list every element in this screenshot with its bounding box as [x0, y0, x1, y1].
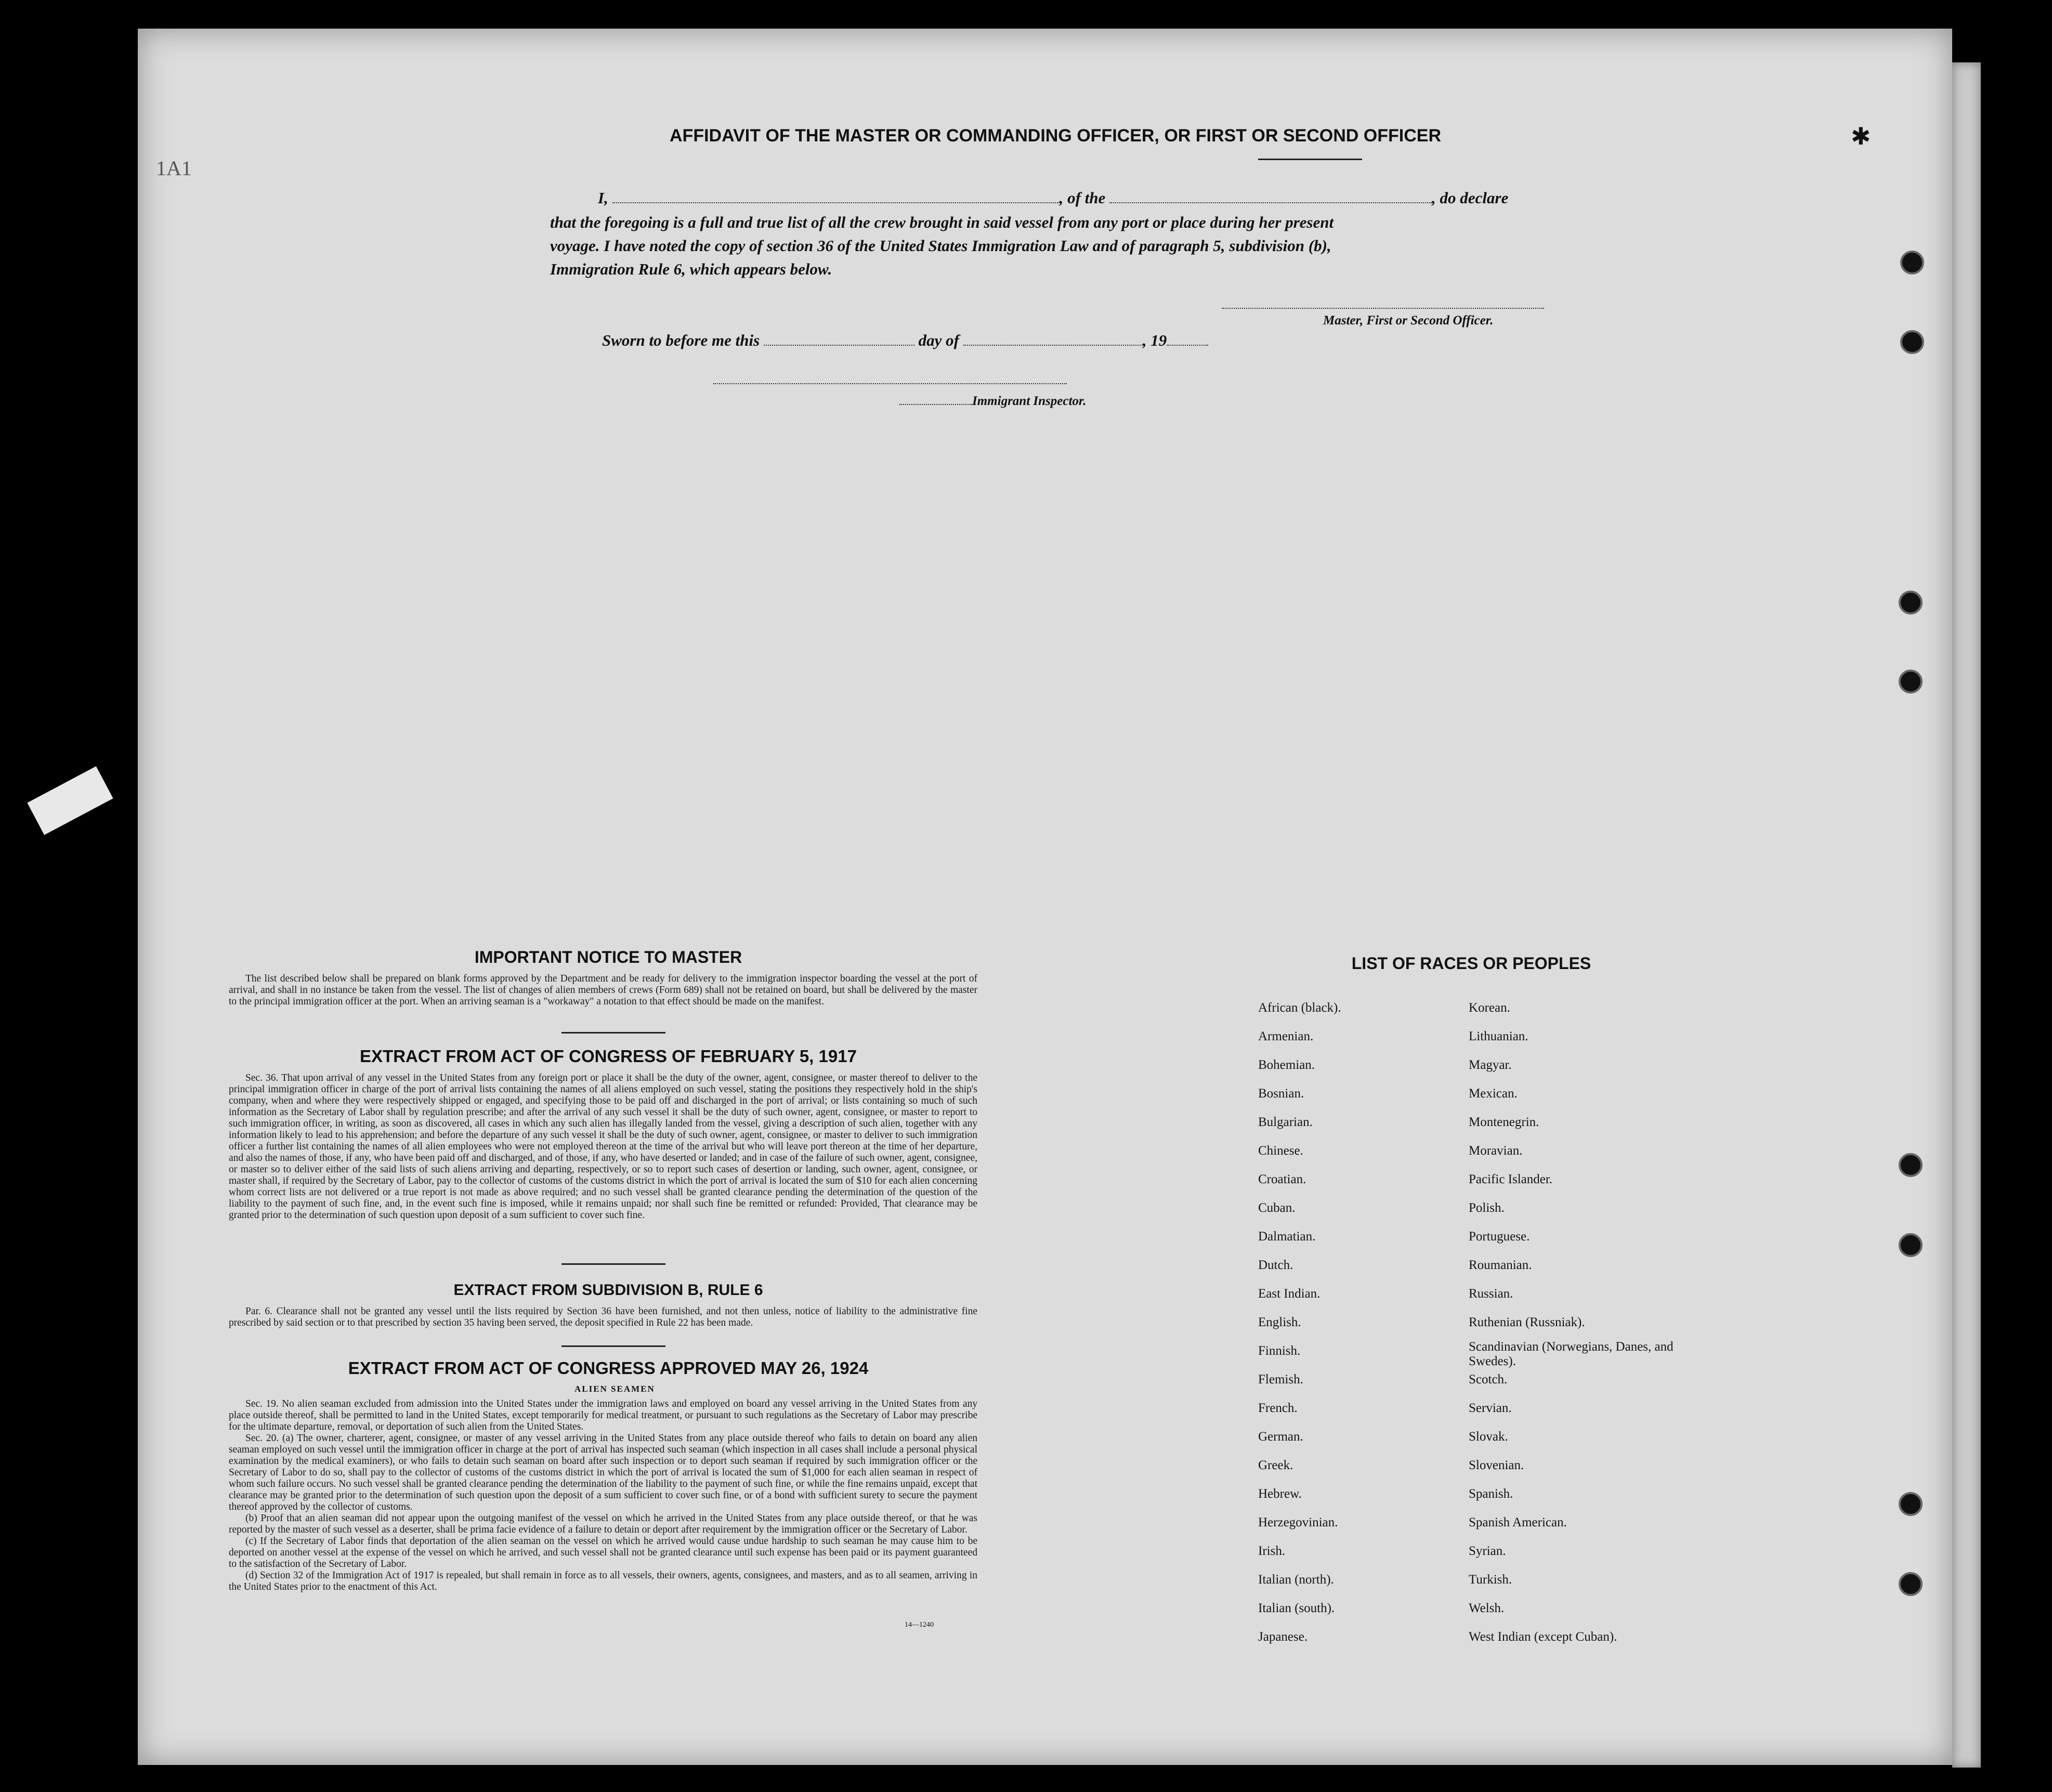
sworn-day: day of: [918, 331, 959, 349]
race-item: Polish.: [1469, 1201, 1505, 1215]
race-item: Dalmatian.: [1258, 1229, 1316, 1244]
binder-hole-icon: [1899, 591, 1923, 614]
race-item: Turkish.: [1469, 1573, 1512, 1587]
race-item: Servian.: [1469, 1401, 1512, 1415]
torn-paper-fragment: [27, 766, 113, 835]
divider: [561, 1263, 665, 1265]
margin-annotation: 1A1: [156, 156, 192, 180]
subdivision-text: Par. 6. Clearance shall not be granted any vessel until the lists required by Section 36 have been furnished, and not then unless, notice of liability to the administrative fine prescribed by said section or to that prescribed by section 35 having been served, the deposit specified in Rule 22 has been made.: [229, 1306, 977, 1328]
affidavit-declare: , do declare: [1432, 189, 1509, 207]
sworn-date-blank[interactable]: [764, 344, 914, 346]
name-blank[interactable]: [612, 201, 1060, 203]
race-item: French.: [1258, 1401, 1298, 1415]
race-item: Roumanian.: [1469, 1258, 1532, 1272]
race-item: Hebrew.: [1258, 1487, 1302, 1501]
race-item: Irish.: [1258, 1544, 1286, 1558]
sworn-prefix: Sworn to before me this: [602, 331, 760, 349]
race-item: German.: [1258, 1430, 1303, 1444]
race-item: Portuguese.: [1469, 1229, 1530, 1244]
race-item: Slovenian.: [1469, 1458, 1524, 1472]
affidavit-title: AFFIDAVIT OF THE MASTER OR COMMANDING OFFICER, OR FIRST OR SECOND OFFICER: [670, 126, 1441, 146]
subdivision-title: EXTRACT FROM SUBDIVISION B, RULE 6: [453, 1281, 763, 1299]
paragraph: (c) If the Secretary of Labor finds that deportation of the alien seaman on the vessel on which he arrived would cause undue hardship to such seaman he may cause him to be deported on another vessel at the expense of the vessel on which he arrived, and such vessel shall not be granted clearance until such expense has been paid or its payment guaranteed to the satisfaction of the Secretary of Labor.: [229, 1536, 977, 1569]
paragraph: (b) Proof that an alien seaman did not appear upon the outgoing manifest of the vessel on which he arrived in the United States from any place outside thereof, or that he was reported by the master of such vessel as a deserter, shall be prima facie evidence of a failure to detain or deport after requirement by the immigration officer or the Secretary of Labor.: [229, 1513, 977, 1535]
race-item: Greek.: [1258, 1458, 1293, 1472]
affidavit-i: I,: [598, 189, 608, 207]
master-label: Master, First or Second Officer.: [1323, 313, 1494, 328]
binder-hole-icon: [1900, 251, 1924, 274]
alien-seamen-subtitle: ALIEN SEAMEN: [574, 1384, 655, 1394]
inspector-signature-blank-2[interactable]: [899, 403, 972, 405]
race-item: African (black).: [1258, 1001, 1341, 1015]
divider: [561, 1345, 665, 1347]
master-signature-blank[interactable]: [1222, 307, 1544, 309]
binder-hole-icon: [1899, 1153, 1923, 1177]
divider: [1258, 159, 1362, 160]
extract-1924-text: [229, 1398, 977, 1593]
race-item: West Indian (except Cuban).: [1469, 1630, 1617, 1644]
race-item: Croatian.: [1258, 1172, 1306, 1186]
extract-1917-title: EXTRACT FROM ACT OF CONGRESS OF FEBRUARY 5, 1917: [360, 1047, 857, 1066]
race-item: Moravian.: [1469, 1144, 1523, 1158]
race-item: Montenegrin.: [1469, 1115, 1539, 1129]
binder-hole-icon: [1899, 1233, 1923, 1257]
race-item: Mexican.: [1469, 1087, 1518, 1101]
binder-hole-icon: [1899, 1572, 1923, 1596]
race-item: Bohemian.: [1258, 1058, 1315, 1072]
vessel-blank[interactable]: [1109, 201, 1432, 203]
paragraph: Sec. 20. (a) The owner, charterer, agent, consignee, or master of any vessel arriving in the United States from any place outside thereof who fails to detain on board any alien seaman employed on such vessel until the immigration officer in charge at the port of arrival has inspected such seaman (which inspection in all cases shall include a personal physical examination by the medical examiners), or who fails to detain such seaman on board after such inspection or to deport such seaman if required by such immigration officer or the Secretary of Labor to do so, shall pay to the collector of customs of the customs district in which the port of arrival is located the sum of $1,000 for each alien seaman in respect of whom such failure occurs. No such vessel shall be granted clearance pending the determination of the liability to the payment of such fine, or while the fine remains unpaid, except that clearance may be granted prior to the determination of such question upon the deposit of a sum sufficient to cover such fine, or of a bond with sufficient surety to secure the payment thereof approved by the collector of customs.: [229, 1433, 977, 1512]
back-page-edge: [1952, 62, 1981, 1768]
sworn-line: [602, 331, 1208, 350]
race-item: East Indian.: [1258, 1287, 1321, 1301]
mark-icon: ✱: [1851, 123, 1871, 150]
race-item: Spanish.: [1469, 1487, 1513, 1501]
race-item: Japanese.: [1258, 1630, 1308, 1644]
race-item: English.: [1258, 1315, 1301, 1329]
race-item: Bosnian.: [1258, 1087, 1304, 1101]
race-item: Herzegovinian.: [1258, 1515, 1338, 1529]
race-item: Armenian.: [1258, 1029, 1314, 1043]
extract-1924-title: EXTRACT FROM ACT OF CONGRESS APPROVED MAY 26, 1924: [348, 1358, 869, 1378]
affidavit-line-2: that the foregoing is a full and true list of all the crew brought in said vessel from any port or place during her present: [550, 213, 1334, 231]
race-item: Scotch.: [1469, 1372, 1508, 1386]
race-item: Slovak.: [1469, 1430, 1508, 1444]
sworn-month-blank[interactable]: [963, 344, 1143, 346]
inspector-label: Immigrant Inspector.: [972, 394, 1087, 408]
race-item: Cuban.: [1258, 1201, 1296, 1215]
sworn-year-blank[interactable]: [1167, 344, 1208, 346]
affidavit-line-4: Immigration Rule 6, which appears below.: [550, 260, 832, 278]
race-item: Spanish American.: [1469, 1515, 1567, 1529]
form-number: 14—1240: [905, 1621, 934, 1629]
race-item: Bulgarian.: [1258, 1115, 1313, 1129]
notice-text: The list described below shall be prepared on blank forms approved by the Department and be ready for delivery to the immigration inspector boarding the vessel at the port of arrival, and shall in no instance be taken from the vessel. The list of changes of alien members of crews (Form 689) shall not be retained on board, but shall be delivered by the master to the principal immigration officer at the port. When an arriving seaman is a "workaway" a notation to that effect should be made on the manifest.: [229, 973, 977, 1007]
extract-1917-text: Sec. 36. That upon arrival of any vessel in the United States from any foreign port or place it shall be the duty of the owner, agent, consignee, or master thereof to deliver to the principal immigration officer in charge of the port of arrival lists containing the names of all aliens employed on such vessel, stating the positions they respectively hold in the ship's company, when and where they were respectively shipped or engaged, and specifying those to be paid off and discharged in the port of arrival; or lists containing so much of such information as the Secretary of Labor shall by regulation prescribe; and after the arrival of any such vessel it shall be the duty of such owner, agent, consignee, or master to report to such immigration officer, in writing, as soon as discovered, all cases in which any such alien has illegally landed from the vessel, giving a description of such alien, together with any information likely to lead to his apprehension; and before the departure of any such vessel it shall be the duty of such owner, agent, consignee, or master to deliver to such immigration officer a further list containing the names of all alien employees who were not employed thereon at the time of the arrival but who will leave port thereon at the time of her departure, and also the names of those, if any, who have been paid off and discharged, and of those, if any, who have deserted or landed; and in case of the failure of such owner, agent, consignee, or master so to deliver either of the said lists of such aliens arriving and departing, respectively, or so to report such cases of desertion or landing, such owner, agent, consignee, or master shall, if required by the Secretary of Labor, pay to the collector of customs of the customs district in which the port of arrival is located the sum of $10 for each alien concerning whom correct lists are not delivered or a true report is not made as above required; and no such vessel shall be granted clearance pending the determination of the question of the liability to the payment of such fine, and, in the event such fine is imposed, while it remains unpaid; nor shall such fine be remitted or refunded: Provided, That clearance may be granted prior to the determination of such question upon deposit of a sum sufficient to cover such fine.: [229, 1072, 977, 1221]
sworn-year: , 19: [1142, 331, 1167, 349]
affidavit-line-3: voyage. I have noted the copy of section 36 of the United States Immigration Law and of paragraph 5, subdivision (b),: [550, 237, 1331, 255]
race-item: Korean.: [1469, 1001, 1510, 1015]
affidavit-line-1: [598, 189, 1508, 207]
binder-hole-icon: [1899, 670, 1923, 694]
races-title: LIST OF RACES OR PEOPLES: [1351, 954, 1591, 973]
paragraph: Sec. 19. No alien seaman excluded from admission into the United States under the immigration laws and employed on board any vessel arriving in the United States from any place outside thereof, shall be permitted to land in the United States, except temporarily for medical treatment, or pursuant to such regulations as the Secretary of Labor may prescribe for the ultimate departure, removal, or deportation of such alien from the United States.: [229, 1398, 977, 1432]
inspector-signature-blank[interactable]: [713, 382, 1067, 384]
race-item: Lithuanian.: [1469, 1029, 1528, 1043]
race-item: Welsh.: [1469, 1601, 1505, 1615]
binder-hole-icon: [1900, 330, 1924, 354]
binder-hole-icon: [1899, 1492, 1923, 1516]
race-item: Scandinavian (Norwegians, Danes, and Swedes).: [1469, 1340, 1674, 1368]
race-item: Chinese.: [1258, 1144, 1303, 1158]
notice-title: IMPORTANT NOTICE TO MASTER: [474, 948, 742, 966]
race-item: Italian (south).: [1258, 1601, 1335, 1615]
race-item: Syrian.: [1469, 1544, 1506, 1558]
race-item: Dutch.: [1258, 1258, 1293, 1272]
race-item: Pacific Islander.: [1469, 1172, 1553, 1186]
race-item: Finnish.: [1258, 1344, 1301, 1358]
paragraph: (d) Section 32 of the Immigration Act of 1917 is repealed, but shall remain in force as to all vessels, their owners, agents, consignees, and masters, and as to all seamen, arriving in the United States prior to the enactment of this Act.: [229, 1570, 977, 1592]
race-item: Ruthenian (Russniak).: [1469, 1315, 1585, 1329]
race-item: Italian (north).: [1258, 1573, 1334, 1587]
race-item: Flemish.: [1258, 1372, 1303, 1386]
race-item: Magyar.: [1469, 1058, 1512, 1072]
divider: [561, 1032, 665, 1034]
affidavit-of-the: , of the: [1059, 189, 1106, 207]
race-item: Russian.: [1469, 1287, 1513, 1301]
